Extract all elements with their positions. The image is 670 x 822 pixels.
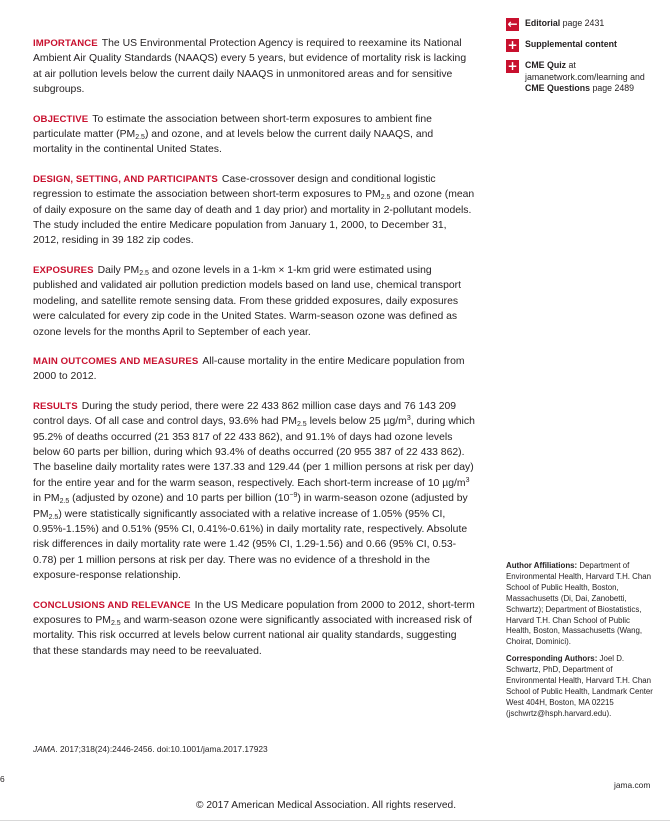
results-heading: RESULTS [33,400,78,412]
results-text: ) were statistically significantly associated with a relative increase of 1.05% (95% CI, 0.95%-1.15%) and 0.51% (95% CI, 0.41%-0.61%) in daily mortality rate, respectively. Absolute risk differences in daily mortality rate were 1.42 (95% CI, 1.29-1.56) and 0.66 (95% CI, 0.53-0.78) per 1 million persons at risk per day. There was no evidence of a threshold in the exposure-response relationship. [33,508,468,582]
author-affiliations [506,561,656,648]
corresponding-authors [506,654,656,719]
design-section [33,172,475,249]
outcomes-text: All-cause mortality in the entire Medicare population from 2000 to 2012. [33,355,465,383]
sidebar-links [506,18,656,103]
editorial-label: Editorial [525,18,561,28]
results-text: During the study period, there were 22 433 862 million case days and 76 143 209 control days. Of all case and control days, 93.6% had PM [33,400,457,428]
results-text: levels below 25 µg/m [306,416,407,428]
cme-quiz-detail: at jamanetwork.com/learning and [525,60,645,82]
conclusions-heading: CONCLUSIONS AND RELEVANCE [33,599,191,611]
outcomes-heading: MAIN OUTCOMES AND MEASURES [33,355,199,367]
results-section [33,399,475,584]
corresponding-heading: Corresponding Authors: [506,654,598,664]
exposures-heading: EXPOSURES [33,264,94,276]
affiliations-heading: Author Affiliations: [506,561,578,570]
results-text: ) in warm-season ozone (adjusted by PM [33,493,468,520]
subscript: 2.5 [110,620,121,627]
results-text: (adjusted by ozone) and 10 parts per billion (10 [69,493,290,505]
subscript: 2.5 [296,421,307,429]
design-text: and ozone (mean of daily exposure on the same day of death and 1 day prior) and mortality in 2-pollutant models. The study included the entire Medicare population from January 1, 2000, to December 31, 2012, residing in 39 182 zip codes. [33,189,475,247]
plus-icon: + [507,59,518,73]
conclusions-text: and warm-season ozone were significantly associated with increased risk of mortality. This risk occurred at levels below current national air quality standards, suggesting that these standards may need to be reevaluated. [33,615,472,657]
objective-heading: OBJECTIVE [33,113,89,125]
copyright-notice: © 2017 American Medical Association. All rights reserved. [196,800,457,811]
author-info [506,561,656,726]
journal-name: JAMA [33,744,56,754]
editorial-link[interactable] [506,18,656,31]
outcomes-section [33,354,475,385]
cme-questions-label: CME Questions [525,83,591,93]
citation-details: . 2017;318(24):2446-2456. doi:10.1001/jama.2017.17923 [55,744,268,754]
page-number: 6 [0,774,5,784]
citation [33,744,268,754]
footer-divider [0,820,670,821]
abstract [33,36,475,673]
cme-quiz-label: CME Quiz [525,60,567,70]
editorial-page: page 2431 [560,18,605,28]
objective-text: ) and ozone, and at levels below the current daily NAAQS, and mortality in the continental United States. [33,129,434,156]
objective-section [33,112,475,158]
superscript: 3 [465,476,470,484]
superscript: 3 [406,415,411,423]
arrow-left-icon: ← [507,17,518,31]
exposures-text: and ozone levels in a 1-km × 1-km grid were estimated using published and validated air pollution prediction models based on land use, chemical transport modeling, and satellite remote sensing data. From these gridded exposures, daily exposures were calculated for every zip code in the United States. Warm-season ozone was defined as ozone levels for the months April to September of each year. [33,264,462,338]
conclusions-text: In the US Medicare population from 2000 to 2012, short-term exposures to PM [33,599,475,626]
supplemental-content-link[interactable] [506,39,656,52]
objective-text: To estimate the association between short-term exposures to ambient fine particulate matter (PM [33,113,432,141]
plus-icon: + [507,38,518,52]
exposures-text: Daily PM [97,264,140,276]
design-heading: DESIGN, SETTING, AND PARTICIPANTS [33,173,218,185]
subscript: 2.5 [135,134,145,142]
site-url[interactable]: jama.com [614,780,651,790]
subscript: 2.5 [48,513,59,521]
results-text: , during which 95.2% of deaths occurred (21 353 817 of 22 433 862), and 91.1% of days had ozone levels below 60 parts per billion, during which 93.4% of deaths occurred (20 955 387 of 22 433 862). The baseline daily mortality rates were 137.33 and 129.44 (per 1 million persons at risk per day) for the entire year and for the warm season, respectively. Each short-term increase of 10 µg/m [33,416,475,489]
importance-heading: IMPORTANCE [33,38,98,49]
results-text: in PM [33,493,60,505]
supplemental-label: Supplemental content [525,39,617,49]
cme-questions-page: page 2489 [590,83,635,93]
design-text: Case-crossover design and conditional logistic regression to estimate the association between short-term exposures to PM [33,173,436,201]
affiliations-text: Department of Environmental Health, Harvard T.H. Chan School of Public Health, Boston, Massachusetts (Di, Dai, Zanobetti, Schwartz); Department of Biostatistics, Harvard T.H. Chan School of Public Health, Boston, Massachusetts (Wang, Choirat, Dominici). [506,561,652,647]
subscript: 2.5 [380,194,391,202]
subscript: 2.5 [139,269,149,277]
conclusions-section [33,598,475,660]
superscript: −9 [289,492,298,500]
corresponding-text: Joel D. Schwartz, PhD, Department of Environmental Health, Harvard T.H. Chan School of Public Health, Landmark Center West 404H, Boston, MA 02215 (jschwrtz@hsph.harvard.edu). [506,654,653,718]
importance-text: The US Environmental Protection Agency is required to reexamine its National Ambient Air Quality Standards (NAAQS) every 5 years, but evidence of mortality risk is lacking at air pollution levels below the current daily NAAQS in unmonitored areas and for sensitive subgroups. [33,38,467,96]
exposures-section [33,263,475,340]
cme-quiz-link[interactable] [506,60,656,95]
importance-section [33,36,475,98]
subscript: 2.5 [59,498,70,506]
